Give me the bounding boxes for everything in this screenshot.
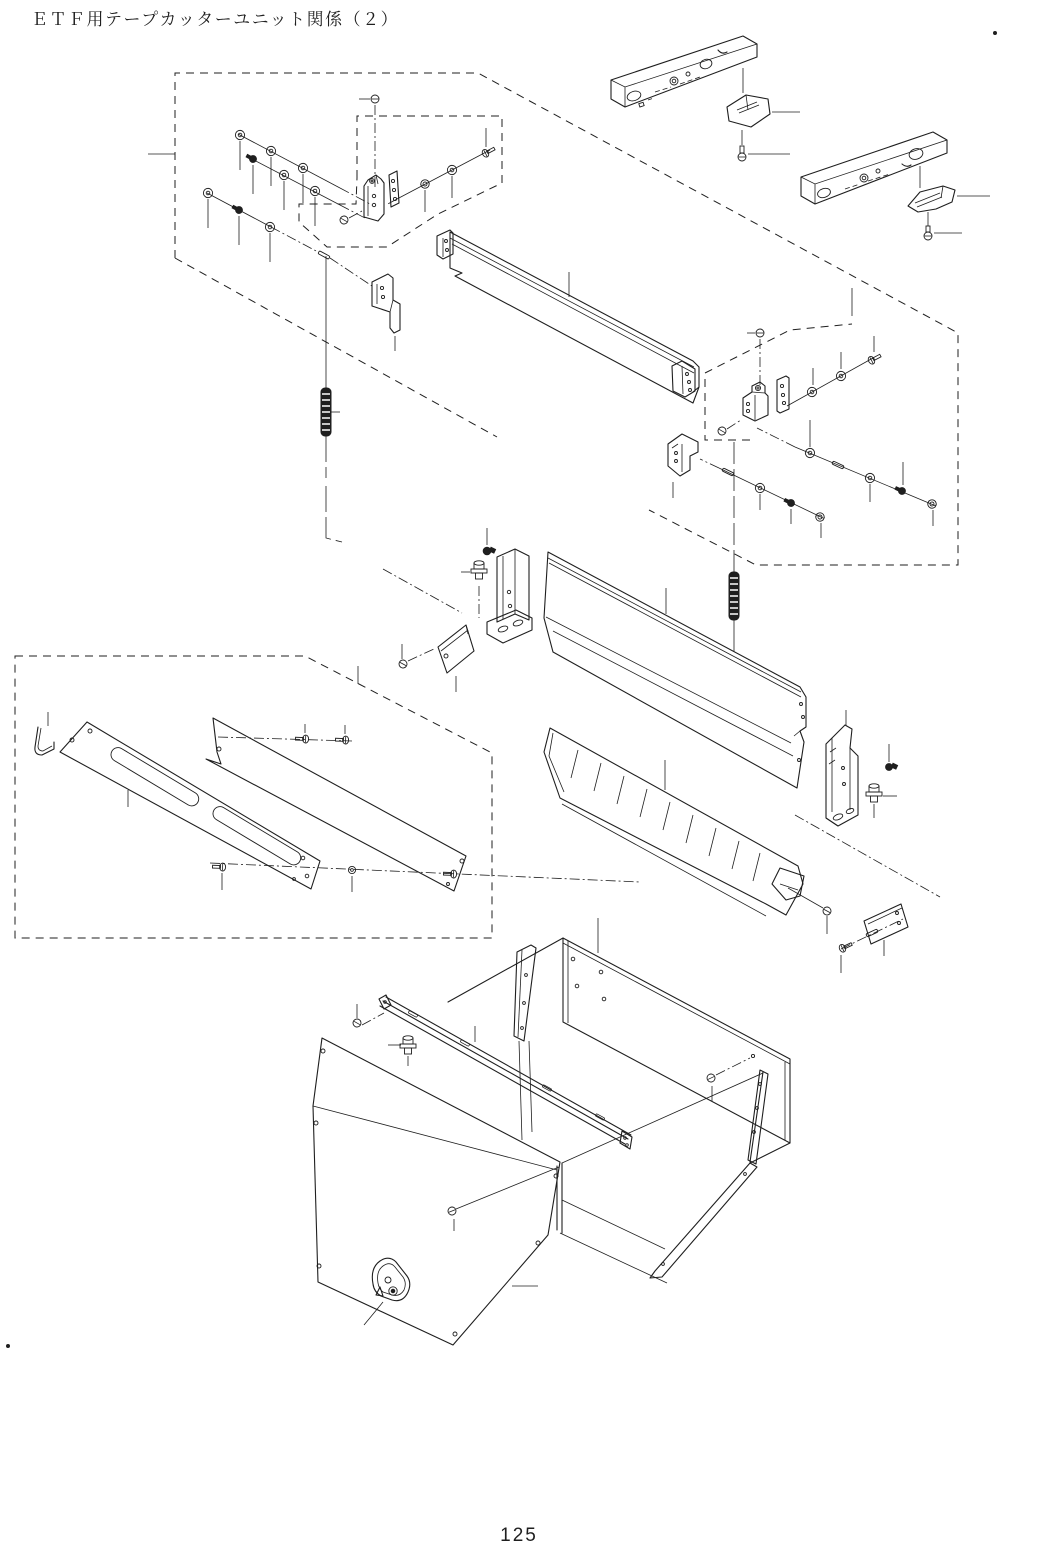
tape-guide-panel-middle (544, 552, 806, 788)
tape-guide-panel-upper (437, 230, 699, 403)
leader-line (813, 336, 874, 385)
bar-hole (626, 89, 642, 102)
flange-bolt-rail (388, 1036, 416, 1066)
fastener-axis-lower-right (700, 459, 826, 538)
leader-line (841, 940, 884, 973)
leader-line (240, 141, 303, 203)
slotted-plate-group (35, 666, 640, 892)
screw-into-plate (398, 644, 436, 669)
bracket-with-leg (372, 274, 400, 351)
bar-notch (718, 50, 727, 53)
slotted-plate-front (60, 722, 320, 889)
corner-bracket-right (668, 434, 698, 498)
screw-axis-plate-bottom (210, 863, 640, 892)
corner-post-left (514, 945, 536, 1140)
screw-left-of-bracket (339, 211, 362, 225)
dashed-region-main (175, 73, 958, 565)
support-bracket-right (826, 710, 858, 826)
screw-front-panel (447, 1167, 559, 1231)
leader-line (253, 165, 315, 226)
fastener-axis-upper-right (787, 336, 882, 406)
mount-plate-top-left (389, 171, 399, 207)
tape-clip-upper (727, 68, 800, 127)
cutter-base-bar-upper (611, 36, 757, 107)
center-bracket-assembly (398, 528, 532, 692)
screw-rail-left (352, 1004, 384, 1028)
page-title: ＥＴＦ用テープカッターユニット関係（２） (31, 10, 400, 29)
shoulder-bolt (461, 561, 487, 618)
screw-clip-upper (738, 130, 790, 161)
ribbed-chute-panel (544, 728, 832, 934)
screw-bracket-right (886, 744, 898, 770)
screw-top-dark (483, 528, 495, 555)
screw-left-of-hinge (717, 420, 741, 436)
storage-box (448, 918, 790, 1283)
stray-dot (994, 32, 997, 35)
support-bracket (487, 549, 532, 643)
tape-clip-lower (908, 166, 990, 212)
mount-bracket-top-left (364, 175, 384, 221)
mini-bracket-bottom-right (838, 904, 908, 973)
dashed-band-lower-edge (175, 258, 497, 437)
fastener-axis-inner-box (386, 128, 496, 212)
dashed-inner-box-top-left (299, 116, 502, 247)
front-cover-panel (313, 1038, 560, 1345)
hinge-bracket-right (743, 382, 768, 421)
slotted-plate-back (206, 718, 466, 891)
screw-axis-plate-top (218, 724, 352, 744)
angle-rail-bottom-right (650, 1163, 757, 1278)
stray-dot (7, 1345, 10, 1348)
panel-end-clip-left (437, 230, 453, 259)
screw-clip-lower (924, 212, 962, 240)
warning-triangle-label-icon (364, 1258, 410, 1325)
bar-notch (902, 164, 911, 166)
screw-box-right (706, 1058, 750, 1101)
flange-bolt-bracket-right (866, 784, 897, 818)
cutter-base-bar-lower (801, 132, 947, 204)
screw-above-bracket (359, 95, 379, 188)
page-number: 125 (500, 1525, 538, 1546)
small-plate-label (438, 625, 474, 692)
dashed-reference-outlines (15, 73, 958, 938)
screw-above-hinge (747, 329, 764, 388)
leader-line (364, 1302, 383, 1325)
corner-strip-right (748, 1070, 768, 1164)
panel-end-bracket-right (672, 361, 695, 397)
leader-line (425, 128, 486, 212)
leader-line (810, 420, 933, 526)
chute-end-tab (772, 868, 832, 934)
relation-line-a (383, 569, 462, 613)
fastener-axis-mid-right (757, 420, 938, 526)
dashed-box-lower-left (15, 656, 492, 938)
fastener-axis-group-1 (148, 129, 372, 205)
tension-spring-left (321, 256, 342, 542)
relation-line-b (795, 815, 940, 897)
wire-hook (35, 712, 54, 755)
fastener-axis-group-3 (202, 187, 372, 286)
hinge-plate-right (777, 376, 789, 413)
leader-line (305, 724, 345, 734)
